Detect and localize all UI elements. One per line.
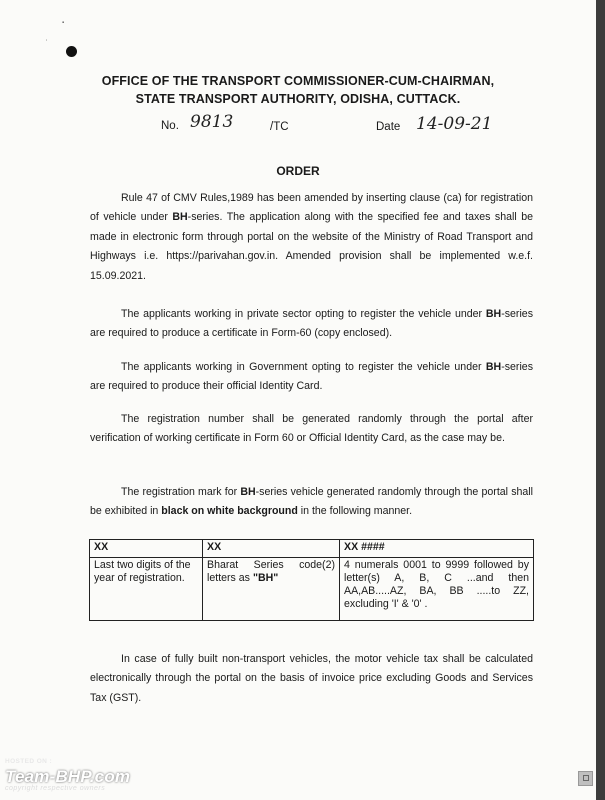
paragraph-2 (90, 305, 533, 344)
table-cell-series (203, 558, 340, 621)
hosted-on-label: HOSTED ON : (5, 758, 53, 765)
paragraph-4 (90, 410, 533, 449)
paragraph-6 (90, 650, 533, 708)
p3-text-a: The applicants working in Government opting to register the vehicle under (121, 361, 486, 373)
p5-text-c: in the following manner. (297, 505, 413, 518)
p1-text-a: Rule 47 of CMV Rules,1989 has been amended by inserting clause (ca) for registration of vehicle under (90, 192, 533, 224)
p2-text-b: -series are required to produce a certificate in Form-60 (copy enclosed). (90, 308, 533, 340)
date-label: Date (376, 121, 401, 133)
paragraph-3 (90, 358, 533, 397)
table-cell-numerals: 4 numerals 0001 to 9999 followed by letter(s) A, B, C ...and then AA,AB.....AZ, BA, BB .....to ZZ, excluding 'I' & '0' . (340, 558, 534, 621)
expand-icon[interactable] (578, 771, 593, 786)
p6-text: In case of fully built non-transport vehicles, the motor vehicle tax shall be calculated electronically through the portal on the basis of invoice price excluding Goods and Services Tax (GST). (90, 653, 533, 704)
team-bhp-brand: Team-BHP.com (5, 767, 131, 786)
date-handwritten: 14-09-21 (416, 114, 493, 134)
office-header-line2: STATE TRANSPORT AUTHORITY, ODISHA, CUTTACK. (135, 92, 461, 106)
scan-speck: ʼ (46, 40, 48, 46)
table-header-cell: XX (90, 540, 203, 558)
p5-text-b: -series vehicle generated randomly through the portal shall be exhibited in (90, 486, 533, 518)
order-title: ORDER (276, 164, 320, 178)
watermark-logo (5, 758, 130, 792)
p5-bold-text: black on white background (161, 505, 298, 518)
table-header-cell: XX #### (340, 540, 534, 558)
paragraph-1 (90, 189, 533, 286)
series-bh: "BH" (252, 572, 279, 584)
punch-hole-mark (66, 46, 77, 57)
bh-format-table (89, 539, 534, 621)
scan-edge (596, 0, 605, 800)
table-row (90, 558, 534, 621)
series-text: Bharat Series code(2) letters as (207, 559, 335, 584)
scan-speck: ▪ (62, 20, 65, 26)
p4-text: The registration number shall be generated randomly through the portal after verification of working certificate in Form 60 or Official Identity Card, as the case may be. (90, 413, 533, 445)
p5-text-a: The registration mark for (121, 486, 241, 498)
p3-bh: BH (485, 361, 502, 373)
p2-text-a: The applicants working in private sector opting to register the vehicle under (121, 308, 486, 320)
p1-bh: BH (172, 211, 188, 224)
p3-text-b: -series are required to produce their official Identity Card. (90, 361, 533, 393)
p2-bh: BH (485, 308, 502, 320)
p1-text-b: -series. The application along with the specified fee and taxes shall be made in electronic form through portal on the website of the Ministry of Road Transport and Highways i.e. https://parivahan.gov.in. Amended provision shall be implemented w.e.f. 15.09.2021. (90, 211, 533, 282)
ref-no-label: No. (161, 120, 179, 132)
ref-no-handwritten: 9813 (190, 112, 234, 132)
table-cell-year: Last two digits of the year of registration. (90, 558, 203, 621)
table-header-cell: XX (203, 540, 340, 558)
table-header-row (90, 540, 534, 558)
paragraph-5 (90, 483, 533, 522)
office-header-line1: OFFICE OF THE TRANSPORT COMMISSIONER-CUM-CHAIRMAN, (101, 74, 495, 88)
p5-bh: BH (240, 486, 256, 498)
ref-suffix: /TC (270, 121, 289, 133)
copyright-text: copyright respective owners (5, 785, 106, 792)
